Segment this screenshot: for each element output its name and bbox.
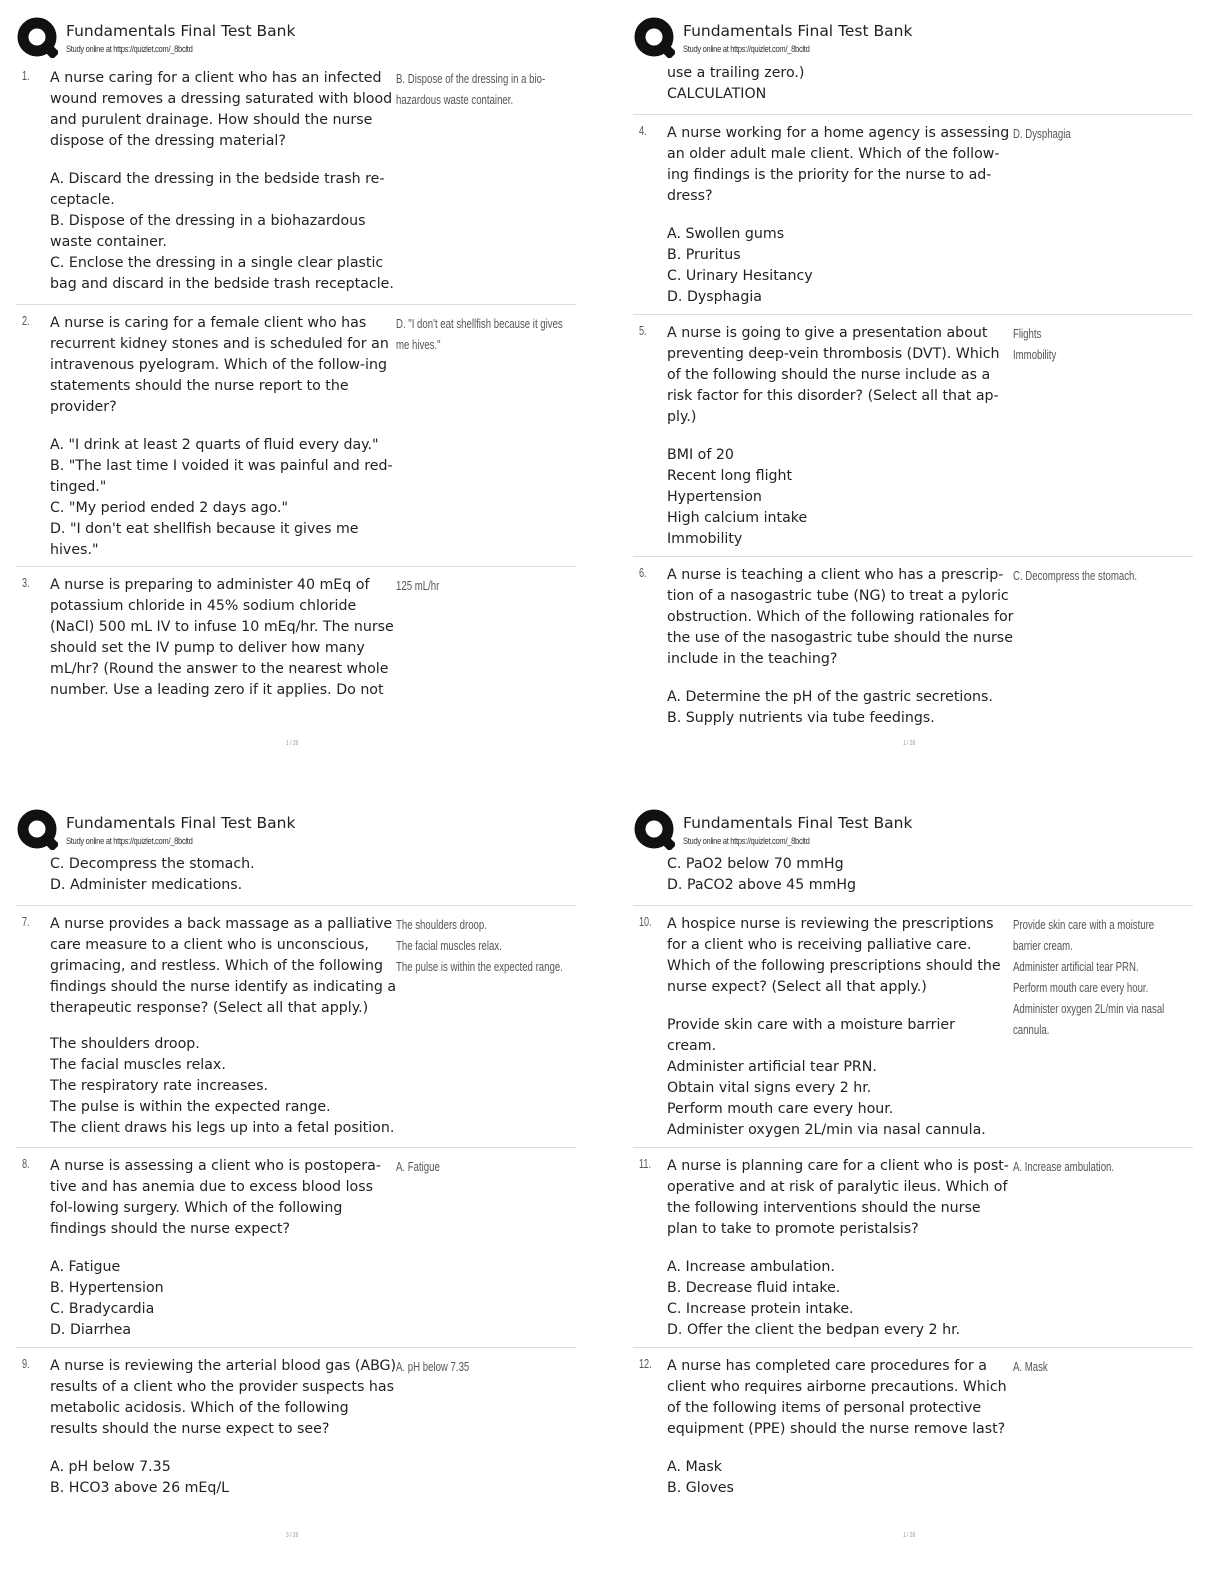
question-number: 6. [639, 565, 647, 580]
continued-line: C. PaO2 below 70 mmHg [667, 856, 844, 872]
continued-line: use a trailing zero.) [667, 65, 805, 81]
header-title: Fundamentals Final Test Bank [683, 22, 913, 40]
question-body [667, 323, 1015, 550]
question-body [667, 565, 1015, 729]
option: The shoulders droop. [50, 1036, 200, 1052]
option: B. Decrease fluid intake. [667, 1280, 841, 1296]
question-options [667, 1015, 1015, 1141]
question-item [16, 304, 576, 566]
header-subtitle[interactable]: Study online at https://quizlet.com/_8bcltd [683, 44, 810, 55]
question-text: A hospice nurse is reviewing the prescriptions for a client who is receiving palliative care. Which of the following prescriptions should the nurse expect? (Select all that apply.) [667, 916, 1001, 995]
page-header [16, 14, 596, 60]
option: A. Fatigue [50, 1259, 121, 1275]
option: B. Dispose of the dressing in a biohazardous waste container. [50, 213, 366, 250]
option: A. Mask [667, 1459, 723, 1475]
question-options [50, 1257, 398, 1341]
question-item [16, 68, 576, 304]
page-number: 3 / 28 [286, 1532, 299, 1539]
option: Provide skin care with a moisture barrier cream. [667, 1017, 955, 1054]
question-options [50, 1034, 398, 1139]
quizlet-logo-icon [633, 808, 675, 850]
question-options [50, 435, 398, 561]
question-options [50, 169, 398, 295]
option: A. Discard the dressing in the bedside trash re-ceptacle. [50, 171, 385, 208]
page-header [16, 806, 596, 852]
option: The client draws his legs up into a fetal position. [50, 1120, 395, 1136]
option: Obtain vital signs every 2 hr. [667, 1080, 872, 1096]
answer-text: A. Increase ambulation. [1013, 1159, 1115, 1174]
question-item [16, 1147, 576, 1347]
question-options [667, 687, 1015, 729]
continued-text [667, 63, 1017, 105]
answer-text: B. Dispose of the dressing in a bio-hazardous waste container. [396, 71, 546, 107]
question-item [16, 905, 576, 1147]
page-4 [617, 792, 1217, 1572]
question-body [667, 1156, 1015, 1341]
question-text: A nurse is teaching a client who has a prescrip-tion of a nasogastric tube (NG) to treat a pyloric obstruction. Which of the following rationales for the use of the nasogastric tube should the nurse include in the teaching? [667, 567, 1014, 667]
answer-text: D. Dysphagia [1013, 126, 1071, 141]
question-body [667, 123, 1015, 308]
option: B. Gloves [667, 1480, 734, 1496]
option: B. Hypertension [50, 1280, 164, 1296]
question-item [16, 566, 576, 706]
quizlet-logo-icon [633, 16, 675, 58]
question-number: 9. [22, 1356, 30, 1371]
question-text: A nurse is reviewing the arterial blood gas (ABG) results of a client who the provider suspects has metabolic acidosis. Which of the following results should the nurse expect to see? [50, 1358, 397, 1437]
question-number: 5. [639, 323, 647, 338]
question-number: 8. [22, 1156, 30, 1171]
header-subtitle[interactable]: Study online at https://quizlet.com/_8bcltd [66, 44, 193, 55]
question-body [667, 1356, 1015, 1499]
question-number: 4. [639, 123, 647, 138]
question-number: 10. [639, 914, 652, 929]
question-body [667, 914, 1015, 1141]
question-item [633, 905, 1193, 1147]
option: C. Urinary Hesitancy [667, 268, 813, 284]
option: B. Supply nutrients via tube feedings. [667, 710, 935, 726]
option: A. pH below 7.35 [50, 1459, 171, 1475]
question-text: A nurse is planning care for a client who is post-operative and at risk of paralytic ileus. Which of the following interventions should the nurse plan to take to promote peristalsis? [667, 1158, 1009, 1237]
question-body [50, 1156, 398, 1341]
question-text: A nurse working for a home agency is assessing an older adult male client. Which of the follow-ing findings is the priority for the nurse to ad-dress? [667, 125, 1010, 204]
quizlet-logo-icon [16, 16, 58, 58]
page-number: 1 / 28 [903, 740, 916, 747]
quizlet-logo-icon [16, 808, 58, 850]
header-title: Fundamentals Final Test Bank [66, 814, 296, 832]
option: The respiratory rate increases. [50, 1078, 269, 1094]
question-number: 11. [639, 1156, 651, 1171]
page-number: 1 / 28 [903, 1532, 916, 1539]
question-text: A nurse caring for a client who has an infected wound removes a dressing saturated with blood and purulent drainage. How should the nurse dispose of the dressing material? [50, 70, 393, 149]
header-title: Fundamentals Final Test Bank [66, 22, 296, 40]
continued-line: CALCULATION [667, 86, 767, 102]
option: A. "I drink at least 2 quarts of fluid every day." [50, 437, 379, 453]
option: D. Offer the client the bedpan every 2 hr. [667, 1322, 961, 1338]
page-2 [617, 0, 1217, 780]
option: A. Determine the pH of the gastric secretions. [667, 689, 993, 705]
question-body [50, 914, 398, 1139]
question-options [667, 1457, 1015, 1499]
question-options [667, 1257, 1015, 1341]
answer-text: Flights Immobility [1013, 326, 1057, 362]
answer-text: A. pH below 7.35 [396, 1359, 470, 1374]
answer-text: A. Mask [1013, 1359, 1048, 1374]
option: C. Bradycardia [50, 1301, 155, 1317]
question-item [16, 1347, 576, 1527]
continued-line: D. Administer medications. [50, 877, 243, 893]
question-text: A nurse has completed care procedures for a client who requires airborne precautions. Which of the following items of personal protective equipment (PPE) should the nurse remove last? [667, 1358, 1007, 1437]
answer-text: D. "I don't eat shellfish because it gives me hives." [396, 316, 563, 352]
answer-text: Provide skin care with a moisture barrier cream. Administer artificial tear PRN. Perform mouth care every hour. Administer oxygen 2L/min via nasal cannula. [1013, 917, 1165, 1037]
option: Perform mouth care every hour. [667, 1101, 894, 1117]
option: Administer oxygen 2L/min via nasal cannula. [667, 1122, 986, 1138]
answer-text: A. Fatigue [396, 1159, 440, 1174]
page-header [633, 14, 1213, 60]
option: A. Increase ambulation. [667, 1259, 835, 1275]
question-options [667, 224, 1015, 308]
option: C. Increase protein intake. [667, 1301, 854, 1317]
question-body [50, 313, 398, 561]
question-item [633, 556, 1193, 736]
header-title: Fundamentals Final Test Bank [683, 814, 913, 832]
question-options [667, 445, 1015, 550]
continued-line: D. PaCO2 above 45 mmHg [667, 877, 857, 893]
option: A. Swollen gums [667, 226, 785, 242]
option: The pulse is within the expected range. [50, 1099, 331, 1115]
question-body [50, 1356, 398, 1499]
question-text: A nurse provides a back massage as a palliative care measure to a client who is unconscious, grimacing, and restless. Which of the following findings should the nurse identify as indicating a therapeutic response? (Select all that apply.) [50, 916, 397, 1016]
option: High calcium intake [667, 510, 808, 526]
option: Administer artificial tear PRN. [667, 1059, 877, 1075]
option: Immobility [667, 531, 743, 547]
continued-text [667, 854, 1017, 896]
continued-text [50, 854, 400, 896]
option: C. "My period ended 2 days ago." [50, 500, 288, 516]
answer-text: The shoulders droop. The facial muscles relax. The pulse is within the expected range. [396, 917, 563, 974]
question-number: 3. [22, 575, 30, 590]
question-body [50, 68, 398, 295]
question-number: 12. [639, 1356, 652, 1371]
header-subtitle[interactable]: Study online at https://quizlet.com/_8bcltd [66, 836, 193, 847]
question-item [633, 114, 1193, 314]
option: D. "I don't eat shellfish because it gives me hives." [50, 521, 359, 558]
option: D. Dysphagia [667, 289, 762, 305]
question-item [633, 1147, 1193, 1347]
question-text: A nurse is preparing to administer 40 mEq of potassium chloride in 45% sodium chloride (NaCl) 500 mL IV to infuse 10 mEq/hr. The nurse should set the IV pump to deliver how many mL/hr? (Round the answer to the nearest whole number. Use a leading zero if it applies. Do not [50, 577, 394, 698]
question-text: A nurse is caring for a female client who has recurrent kidney stones and is scheduled for an intravenous pyelogram. Which of the follow-ing statements should the nurse report to the provider? [50, 315, 389, 415]
option: B. HCO3 above 26 mEq/L [50, 1480, 230, 1496]
answer-text: 125 mL/hr [396, 578, 440, 593]
question-text: A nurse is going to give a presentation about preventing deep-vein thrombosis (DVT). Which of the following should the nurse include as a risk factor for this disorder? (Select all that ap-ply.) [667, 325, 1000, 425]
question-number: 7. [22, 914, 30, 929]
page-1 [0, 0, 600, 780]
page-header [633, 806, 1213, 852]
question-options [50, 1457, 398, 1499]
option: C. Enclose the dressing in a single clear plastic bag and discard in the bedside trash receptacle. [50, 255, 394, 292]
page-3 [0, 792, 600, 1572]
option: B. "The last time I voided it was painful and red-tinged." [50, 458, 393, 495]
option: B. Pruritus [667, 247, 741, 263]
option: Hypertension [667, 489, 762, 505]
question-number: 1. [22, 68, 30, 83]
answer-text: C. Decompress the stomach. [1013, 568, 1138, 583]
continued-line: C. Decompress the stomach. [50, 856, 255, 872]
question-number: 2. [22, 313, 30, 328]
question-item [633, 1347, 1193, 1527]
page-number: 1 / 28 [286, 740, 299, 747]
header-subtitle[interactable]: Study online at https://quizlet.com/_8bcltd [683, 836, 810, 847]
option: The facial muscles relax. [50, 1057, 226, 1073]
option: Recent long flight [667, 468, 793, 484]
question-text: A nurse is assessing a client who is postopera-tive and has anemia due to excess blood loss fol-lowing surgery. Which of the following findings should the nurse expect? [50, 1158, 381, 1237]
question-item [633, 314, 1193, 556]
option: D. Diarrhea [50, 1322, 132, 1338]
option: BMI of 20 [667, 447, 734, 463]
